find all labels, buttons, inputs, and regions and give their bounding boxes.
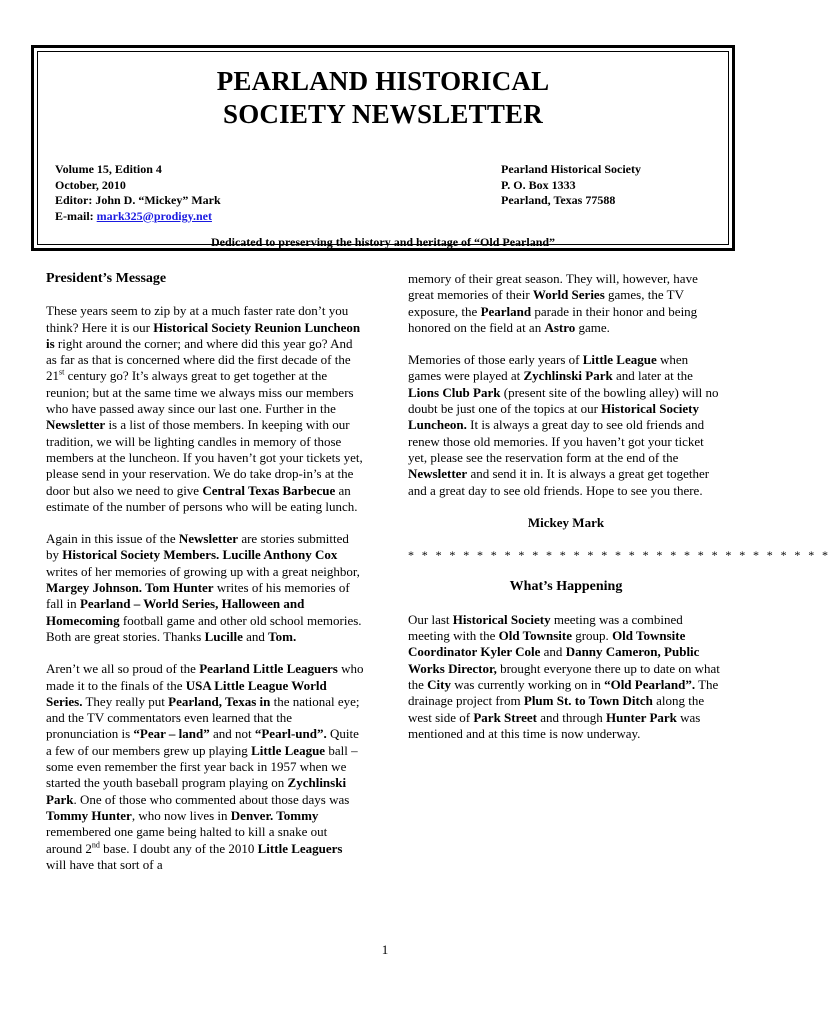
po-box: P. O. Box 1333 <box>501 177 576 192</box>
signature: Mickey Mark <box>527 514 605 530</box>
presidents-message-paragraph-3: Aren’t we all so proud of the Pearland Little Leaguers who made it to the finals of the USA Little League World Series. They really put Pearland, Texas in the national eye; and the TV commentators even learned that the pronunciation is “Pear – land” and not “Pearl-und”. Quite a few of our members grew up playing Little League ball – some even remember the first year back in 1957 when we started the youth baseball program playing on Zychlinski Park. One of those who commented about those days was Tommy Hunter, who now lives in Denver. Tommy remembered one game being halted to kill a snake out around 2nd base. I doubt any of the 2010 Little Leaguers will have that sort of a <box>46 661 364 872</box>
newsletter-title <box>38 65 728 131</box>
presidents-message-continued-2: Memories of those early years of Little League when games were played at Zychlinski Park and later at the Lions Club Park (present site of the bowling alley) will no doubt be just one of the topics at our Historical Society Luncheon. It is always a great day to see old friends and renew those old memories. If you haven’t got your ticket yet, please see the reservation form at the end of the Newsletter and send it in. It is always a great get together and a great day to see old friends. Hope to see you there. <box>408 352 719 498</box>
title-line-1: PEARLAND HISTORICAL <box>216 66 550 96</box>
title-line-2: SOCIETY NEWSLETTER <box>223 99 543 129</box>
whats-happening-heading: What’s Happening <box>509 579 623 595</box>
email-label: E-mail: <box>55 208 94 223</box>
issue-date: October, 2010 <box>55 177 126 192</box>
edition-info <box>55 162 221 224</box>
volume-edition: Volume 15, Edition 4 <box>55 162 162 176</box>
right-column <box>408 271 830 758</box>
city-state-zip: Pearland, Texas 77588 <box>501 193 616 207</box>
masthead-inner-border <box>37 51 729 249</box>
page-number: 1 <box>381 942 389 957</box>
org-name: Pearland Historical Society <box>501 162 641 176</box>
email-line <box>55 209 221 225</box>
dedication-line: Dedicated to preserving the history and heritage of “Old Pearland” <box>210 235 556 249</box>
left-column <box>46 271 364 889</box>
presidents-message-continued-1: memory of their great season. They will, however, have great memories of their World Series games, the TV exposure, the Pearland parade in their honor and being honored on the field at an Astro game. <box>408 271 698 335</box>
society-address <box>501 162 641 209</box>
section-separator: * * * * * * * * * * * * * * * * * * * * * * * * * * * * * * * <box>408 548 830 563</box>
presidents-message-paragraph-2: Again in this issue of the Newsletter are stories submitted by Historical Society Members. Lucille Anthony Cox writes of her memories of growing up with a great neighbor, Margey Johnson. Tom Hunter writes of his memories of fall in Pearland – World Series, Halloween and Homecoming football game and other old school memories. Both are great stories. Thanks Lucille and Tom. <box>46 531 362 644</box>
whats-happening-paragraph: Our last Historical Society meeting was a combined meeting with the Old Townsite group. Old Townsite Coordinator Kyler Cole and Danny Cameron, Public Works Director, brought everyone there up to date on what the City was currently working on in “Old Pearland”. The drainage project from Plum St. to Town Ditch along the west side of Park Street and through Hunter Park was mentioned and at this time is now underway. <box>408 611 720 741</box>
presidents-message-paragraph-1: These years seem to zip by at a much faster rate don’t you think? Here it is our Historical Society Reunion Luncheon is right around the corner; and where did this year go? And as far as that is concerned where did the first decade of the 21st century go? It’s always great to get together at the reunion; but at the same time we always miss our members who have passed away since our last one. Further in the Newsletter is a list of those members. In keeping with our tradition, we will be lighting candles in memory of those members at the luncheon. If you haven’t got your tickets yet, please send in your reservation. We do take drop-in’s at the door but also we need to give Central Texas Barbecue an estimate of the number of persons who will be eating lunch. <box>46 303 363 514</box>
presidents-message-heading: President’s Message <box>46 271 167 286</box>
masthead <box>31 45 735 251</box>
editor-line: Editor: John D. “Mickey” Mark <box>55 193 221 207</box>
email-link[interactable]: mark325@prodigy.net <box>96 208 212 223</box>
